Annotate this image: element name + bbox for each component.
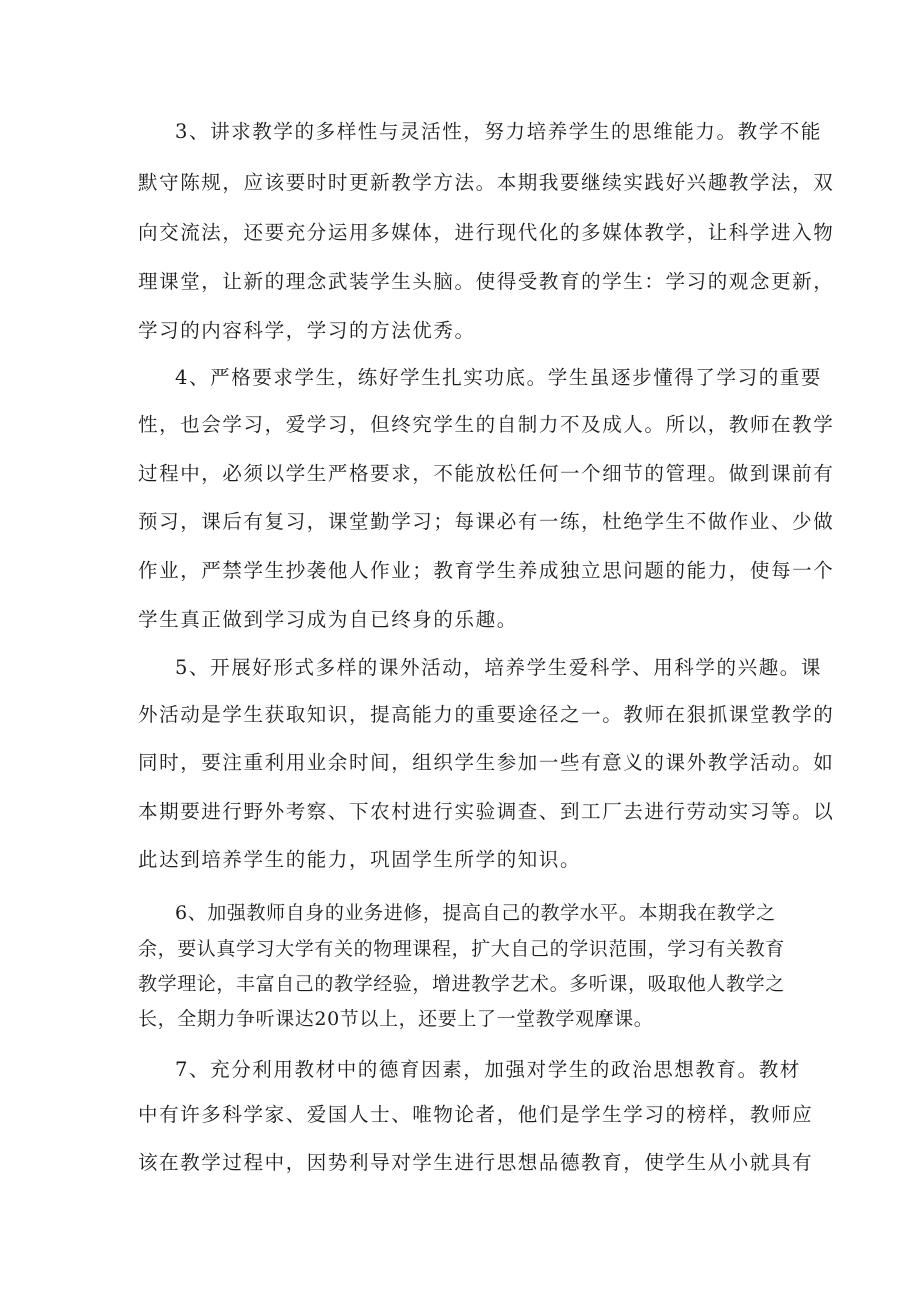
text-line: 教学理论，丰富自己的教学经验，增进教学艺术。多听课，吸取他人教学之 bbox=[138, 973, 785, 995]
text-line: 长，全期力争听课达20节以上，还要上了一堂教学观摩课。 bbox=[138, 1008, 654, 1030]
text-line: 向交流法，还要充分运用多媒体，进行现代化的多媒体教学，让科学进入物 bbox=[138, 221, 835, 244]
text-line: 4、严格要求学生，练好学生扎实功底。学生虽逐步懂得了学习的重要 bbox=[175, 366, 823, 389]
text-line: 外活动是学生获取知识，提高能力的重要途径之一。教师在狠抓课堂教学的 bbox=[138, 703, 835, 726]
text-line: 过程中，必须以学生严格要求，不能放松任何一个细节的管理。做到课前有 bbox=[138, 462, 835, 485]
text-line: 学生真正做到学习成为自已终身的乐趣。 bbox=[138, 608, 518, 631]
text-line: 7、充分利用教材中的德育因素，加强对学生的政治思想教育。教材 bbox=[175, 1058, 801, 1081]
text-line: 本期要进行野外考察、下农村进行实验调查、到工厂去进行劳动实习等。以 bbox=[138, 800, 835, 823]
text-line: 5、开展好形式多样的课外活动，培养学生爱科学、用科学的兴趣。课 bbox=[175, 656, 823, 679]
text-line: 理课堂，让新的理念武装学生头脑。使得受教育的学生：学习的观念更新， bbox=[138, 270, 835, 293]
text-line: 作业，严禁学生抄袭他人作业；教育学生养成独立思问题的能力，使每一个 bbox=[138, 559, 835, 582]
text-line: 学习的内容科学，学习的方法优秀。 bbox=[138, 319, 476, 342]
text-line: 6、加强教师自身的业务进修，提高自己的教学水平。本期我在教学之 bbox=[175, 902, 776, 924]
text-line: 该在教学过程中，因势利导对学生进行思想品德教育，使学生从小就具有 bbox=[138, 1151, 814, 1174]
text-line: 余，要认真学习大学有关的物理课程，扩大自己的学识范围，学习有关教育 bbox=[138, 938, 785, 960]
text-line: 此达到培养学生的能力，巩固学生所学的知识。 bbox=[138, 848, 582, 871]
text-line: 中有许多科学家、爱国人士、唯物论者，他们是学生学习的榜样，教师应 bbox=[138, 1103, 814, 1126]
text-line: 默守陈规，应该要时时更新教学方法。本期我要继续实践好兴趣教学法，双 bbox=[138, 171, 835, 194]
text-line: 同时，要注重利用业余时间，组织学生参加一些有意义的课外教学活动。如 bbox=[138, 751, 835, 774]
text-line: 预习，课后有复习，课堂勤学习；每课必有一练，杜绝学生不做作业、少做 bbox=[138, 510, 835, 533]
text-line: 性，也会学习，爱学习，但终究学生的自制力不及成人。所以，教师在教学 bbox=[138, 413, 835, 436]
text-line: 3、讲求教学的多样性与灵活性，努力培养学生的思维能力。教学不能 bbox=[175, 120, 823, 143]
